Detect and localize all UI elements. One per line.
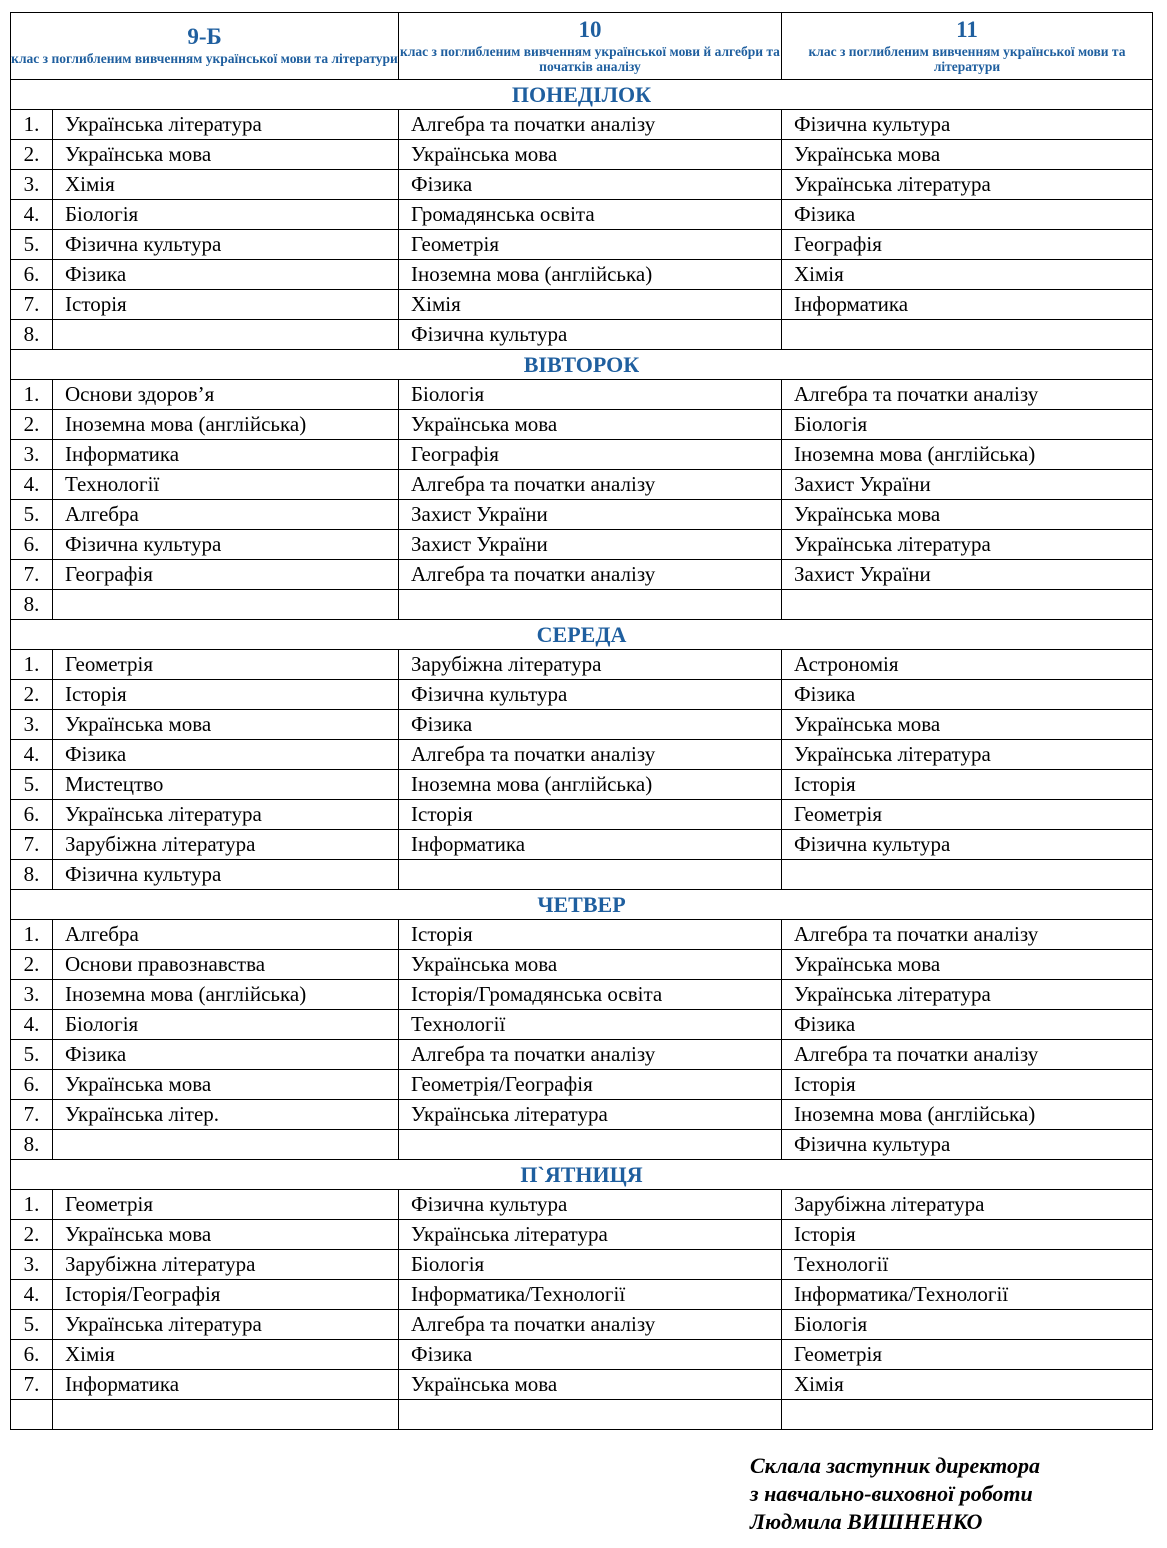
subject-class-10: Громадянська освіта	[399, 200, 782, 230]
subject-class-10: Географія	[399, 440, 782, 470]
lesson-row	[11, 950, 1153, 980]
lesson-number: 2.	[11, 1220, 53, 1250]
subject-class-9b	[53, 1130, 399, 1160]
lesson-number: 6.	[11, 260, 53, 290]
class-header-row	[11, 13, 1153, 80]
subject-class-11: Зарубіжна література	[782, 1190, 1153, 1220]
subject-class-11: Захист України	[782, 470, 1153, 500]
signature-line: з навчально-виховної роботи	[750, 1481, 1033, 1506]
subject-class-11: Геометрія	[782, 1340, 1153, 1370]
lesson-row	[11, 650, 1153, 680]
lesson-row	[11, 320, 1153, 350]
lesson-row	[11, 1250, 1153, 1280]
subject-class-11: Геометрія	[782, 800, 1153, 830]
day-name: ЧЕТВЕР	[11, 890, 1153, 920]
subject-class-10: Алгебра та початки аналізу	[399, 110, 782, 140]
lesson-number	[11, 1400, 53, 1430]
subject-class-9b: Іноземна мова (англійська)	[53, 980, 399, 1010]
subject-class-10: Алгебра та початки аналізу	[399, 740, 782, 770]
subject-class-9b	[53, 590, 399, 620]
subject-class-9b: Біологія	[53, 200, 399, 230]
subject-class-10: Технології	[399, 1010, 782, 1040]
lesson-row	[11, 410, 1153, 440]
subject-class-10: Історія/Громадянська освіта	[399, 980, 782, 1010]
subject-class-11	[782, 320, 1153, 350]
lesson-number: 5.	[11, 1310, 53, 1340]
lesson-row	[11, 1100, 1153, 1130]
lesson-number: 4.	[11, 1280, 53, 1310]
signature-name: Людмила ВИШНЕНКО	[750, 1509, 983, 1534]
subject-class-11: Інформатика	[782, 290, 1153, 320]
subject-class-11: Технології	[782, 1250, 1153, 1280]
subject-class-9b: Основи правознавства	[53, 950, 399, 980]
subject-class-9b: Українська мова	[53, 710, 399, 740]
subject-class-10: Алгебра та початки аналізу	[399, 1040, 782, 1070]
lesson-number: 8.	[11, 590, 53, 620]
subject-class-9b: Фізична культура	[53, 860, 399, 890]
day-name: ВІВТОРОК	[11, 350, 1153, 380]
subject-class-9b: Історія/Географія	[53, 1280, 399, 1310]
lesson-row	[11, 500, 1153, 530]
subject-class-11: Фізика	[782, 200, 1153, 230]
subject-class-10: Іноземна мова (англійська)	[399, 260, 782, 290]
lesson-row	[11, 800, 1153, 830]
lesson-number: 8.	[11, 860, 53, 890]
lesson-number: 6.	[11, 530, 53, 560]
lesson-row	[11, 740, 1153, 770]
subject-class-9b: Українська література	[53, 110, 399, 140]
lesson-row	[11, 230, 1153, 260]
subject-class-10: Фізика	[399, 1340, 782, 1370]
subject-class-9b: Українська літер.	[53, 1100, 399, 1130]
subject-class-11: Фізична культура	[782, 1130, 1153, 1160]
subject-class-11: Історія	[782, 1220, 1153, 1250]
subject-class-11: Українська мова	[782, 710, 1153, 740]
subject-class-9b: Фізика	[53, 740, 399, 770]
subject-class-9b: Географія	[53, 560, 399, 590]
subject-class-9b: Історія	[53, 290, 399, 320]
subject-class-9b: Хімія	[53, 1340, 399, 1370]
subject-class-11: Українська література	[782, 530, 1153, 560]
lesson-row	[11, 1070, 1153, 1100]
lesson-number: 2.	[11, 950, 53, 980]
subject-class-11	[782, 860, 1153, 890]
subject-class-11: Хімія	[782, 260, 1153, 290]
lesson-row	[11, 530, 1153, 560]
subject-class-11: Українська література	[782, 170, 1153, 200]
subject-class-11	[782, 590, 1153, 620]
subject-class-11: Хімія	[782, 1370, 1153, 1400]
subject-class-10: Фізична культура	[399, 320, 782, 350]
subject-class-9b: Хімія	[53, 170, 399, 200]
class-header-11	[782, 13, 1153, 80]
subject-class-11: Інформатика/Технології	[782, 1280, 1153, 1310]
lesson-number: 8.	[11, 320, 53, 350]
subject-class-10: Захист України	[399, 500, 782, 530]
lesson-number: 2.	[11, 410, 53, 440]
class-description: клас з поглибленим вивченням української мови й алгебри та початків аналізу	[400, 44, 780, 74]
lesson-number: 7.	[11, 560, 53, 590]
subject-class-11: Українська мова	[782, 950, 1153, 980]
class-title: 10	[578, 17, 602, 43]
subject-class-10: Українська мова	[399, 410, 782, 440]
subject-class-10: Зарубіжна література	[399, 650, 782, 680]
signature-line: Склала заступник директора	[750, 1453, 1040, 1478]
day-header-row	[11, 890, 1153, 920]
subject-class-9b: Біологія	[53, 1010, 399, 1040]
lesson-row	[11, 1310, 1153, 1340]
subject-class-10: Інформатика	[399, 830, 782, 860]
subject-class-10: Іноземна мова (англійська)	[399, 770, 782, 800]
subject-class-9b: Основи здоров’я	[53, 380, 399, 410]
lesson-row	[11, 140, 1153, 170]
lesson-number: 1.	[11, 380, 53, 410]
subject-class-10: Фізика	[399, 710, 782, 740]
subject-class-11: Українська мова	[782, 140, 1153, 170]
lesson-row	[11, 1130, 1153, 1160]
subject-class-9b: Українська література	[53, 1310, 399, 1340]
lesson-number: 1.	[11, 1190, 53, 1220]
subject-class-9b: Фізична культура	[53, 530, 399, 560]
subject-class-10	[399, 860, 782, 890]
subject-class-11: Фізика	[782, 1010, 1153, 1040]
subject-class-9b: Фізика	[53, 1040, 399, 1070]
lesson-row	[11, 170, 1153, 200]
class-title: 9-Б	[187, 24, 222, 50]
day-name: П`ЯТНИЦЯ	[11, 1160, 1153, 1190]
subject-class-9b: Мистецтво	[53, 770, 399, 800]
subject-class-9b: Іноземна мова (англійська)	[53, 410, 399, 440]
day-header-row	[11, 620, 1153, 650]
schedule-table	[10, 12, 1153, 1430]
class-description: клас з поглибленим вивченням української мови та літератури	[808, 44, 1126, 74]
subject-class-9b: Українська мова	[53, 1070, 399, 1100]
subject-class-11: Астрономія	[782, 650, 1153, 680]
subject-class-11: Фізична культура	[782, 110, 1153, 140]
subject-class-10: Фізика	[399, 170, 782, 200]
subject-class-10: Алгебра та початки аналізу	[399, 560, 782, 590]
subject-class-11: Біологія	[782, 1310, 1153, 1340]
schedule-body	[11, 80, 1153, 1430]
lesson-row	[11, 1370, 1153, 1400]
lesson-number: 3.	[11, 1250, 53, 1280]
subject-class-11: Історія	[782, 1070, 1153, 1100]
subject-class-10: Геометрія	[399, 230, 782, 260]
lesson-row	[11, 200, 1153, 230]
lesson-row	[11, 560, 1153, 590]
lesson-number: 4.	[11, 740, 53, 770]
subject-class-11: Іноземна мова (англійська)	[782, 1100, 1153, 1130]
subject-class-10: Геометрія/Географія	[399, 1070, 782, 1100]
signature-block	[750, 1452, 1040, 1536]
lesson-number: 2.	[11, 140, 53, 170]
lesson-row	[11, 440, 1153, 470]
lesson-row	[11, 860, 1153, 890]
subject-class-11: Українська література	[782, 740, 1153, 770]
subject-class-11: Історія	[782, 770, 1153, 800]
lesson-number: 1.	[11, 650, 53, 680]
lesson-row	[11, 770, 1153, 800]
lesson-number: 5.	[11, 1040, 53, 1070]
lesson-row	[11, 920, 1153, 950]
lesson-number: 6.	[11, 800, 53, 830]
subject-class-10	[399, 590, 782, 620]
lesson-number: 3.	[11, 980, 53, 1010]
lesson-number: 6.	[11, 1340, 53, 1370]
lesson-row	[11, 1280, 1153, 1310]
subject-class-11: Фізична культура	[782, 830, 1153, 860]
subject-class-11: Географія	[782, 230, 1153, 260]
subject-class-9b: Інформатика	[53, 440, 399, 470]
lesson-number: 1.	[11, 110, 53, 140]
lesson-row	[11, 1040, 1153, 1070]
lesson-number: 4.	[11, 470, 53, 500]
lesson-number: 4.	[11, 1010, 53, 1040]
day-header-row	[11, 1160, 1153, 1190]
subject-class-9b: Алгебра	[53, 920, 399, 950]
subject-class-11: Фізика	[782, 680, 1153, 710]
subject-class-10	[399, 1400, 782, 1430]
class-description: клас з поглибленим вивченням української мови та літератури	[11, 51, 398, 67]
lesson-row	[11, 110, 1153, 140]
subject-class-9b: Геометрія	[53, 650, 399, 680]
subject-class-9b: Українська мова	[53, 1220, 399, 1250]
subject-class-11: Алгебра та початки аналізу	[782, 920, 1153, 950]
lesson-number: 3.	[11, 710, 53, 740]
subject-class-10: Алгебра та початки аналізу	[399, 1310, 782, 1340]
subject-class-11	[782, 1400, 1153, 1430]
lesson-number: 1.	[11, 920, 53, 950]
lesson-row	[11, 1190, 1153, 1220]
subject-class-10	[399, 1130, 782, 1160]
lesson-row	[11, 470, 1153, 500]
day-header-row	[11, 80, 1153, 110]
lesson-row	[11, 710, 1153, 740]
subject-class-9b: Геометрія	[53, 1190, 399, 1220]
lesson-number: 4.	[11, 200, 53, 230]
class-title: 11	[956, 17, 978, 43]
subject-class-9b	[53, 320, 399, 350]
lesson-row	[11, 380, 1153, 410]
lesson-row	[11, 1220, 1153, 1250]
subject-class-9b: Фізична культура	[53, 230, 399, 260]
lesson-number: 7.	[11, 1370, 53, 1400]
class-header-10	[399, 13, 782, 80]
lesson-number: 8.	[11, 1130, 53, 1160]
subject-class-9b: Українська література	[53, 800, 399, 830]
lesson-row	[11, 680, 1153, 710]
lesson-row	[11, 590, 1153, 620]
subject-class-10: Біологія	[399, 1250, 782, 1280]
subject-class-10: Українська література	[399, 1220, 782, 1250]
lesson-number: 5.	[11, 500, 53, 530]
lesson-row	[11, 980, 1153, 1010]
subject-class-10: Українська мова	[399, 1370, 782, 1400]
class-header-9b	[11, 13, 399, 80]
subject-class-11: Українська література	[782, 980, 1153, 1010]
subject-class-10: Українська мова	[399, 950, 782, 980]
subject-class-9b: Інформатика	[53, 1370, 399, 1400]
subject-class-11: Іноземна мова (англійська)	[782, 440, 1153, 470]
subject-class-9b: Історія	[53, 680, 399, 710]
subject-class-10: Захист України	[399, 530, 782, 560]
lesson-number: 2.	[11, 680, 53, 710]
lesson-row	[11, 290, 1153, 320]
lesson-row	[11, 830, 1153, 860]
lesson-number: 7.	[11, 1100, 53, 1130]
subject-class-9b	[53, 1400, 399, 1430]
subject-class-9b: Зарубіжна література	[53, 830, 399, 860]
subject-class-10: Хімія	[399, 290, 782, 320]
subject-class-10: Історія	[399, 920, 782, 950]
subject-class-10: Фізична культура	[399, 680, 782, 710]
lesson-row	[11, 1400, 1153, 1430]
subject-class-9b: Українська мова	[53, 140, 399, 170]
lesson-number: 6.	[11, 1070, 53, 1100]
lesson-row	[11, 1010, 1153, 1040]
subject-class-11: Захист України	[782, 560, 1153, 590]
day-name: СЕРЕДА	[11, 620, 1153, 650]
lesson-number: 5.	[11, 770, 53, 800]
subject-class-10: Фізична культура	[399, 1190, 782, 1220]
subject-class-9b: Алгебра	[53, 500, 399, 530]
lesson-number: 3.	[11, 170, 53, 200]
subject-class-10: Алгебра та початки аналізу	[399, 470, 782, 500]
day-header-row	[11, 350, 1153, 380]
subject-class-10: Історія	[399, 800, 782, 830]
subject-class-11: Українська мова	[782, 500, 1153, 530]
subject-class-11: Алгебра та початки аналізу	[782, 380, 1153, 410]
lesson-number: 5.	[11, 230, 53, 260]
lesson-number: 7.	[11, 290, 53, 320]
day-name: ПОНЕДІЛОК	[11, 80, 1153, 110]
subject-class-11: Алгебра та початки аналізу	[782, 1040, 1153, 1070]
lesson-row	[11, 1340, 1153, 1370]
subject-class-10: Інформатика/Технології	[399, 1280, 782, 1310]
lesson-number: 3.	[11, 440, 53, 470]
lesson-row	[11, 260, 1153, 290]
subject-class-10: Українська література	[399, 1100, 782, 1130]
lesson-number: 7.	[11, 830, 53, 860]
subject-class-9b: Зарубіжна література	[53, 1250, 399, 1280]
subject-class-10: Біологія	[399, 380, 782, 410]
subject-class-11: Біологія	[782, 410, 1153, 440]
subject-class-10: Українська мова	[399, 140, 782, 170]
subject-class-9b: Технології	[53, 470, 399, 500]
subject-class-9b: Фізика	[53, 260, 399, 290]
